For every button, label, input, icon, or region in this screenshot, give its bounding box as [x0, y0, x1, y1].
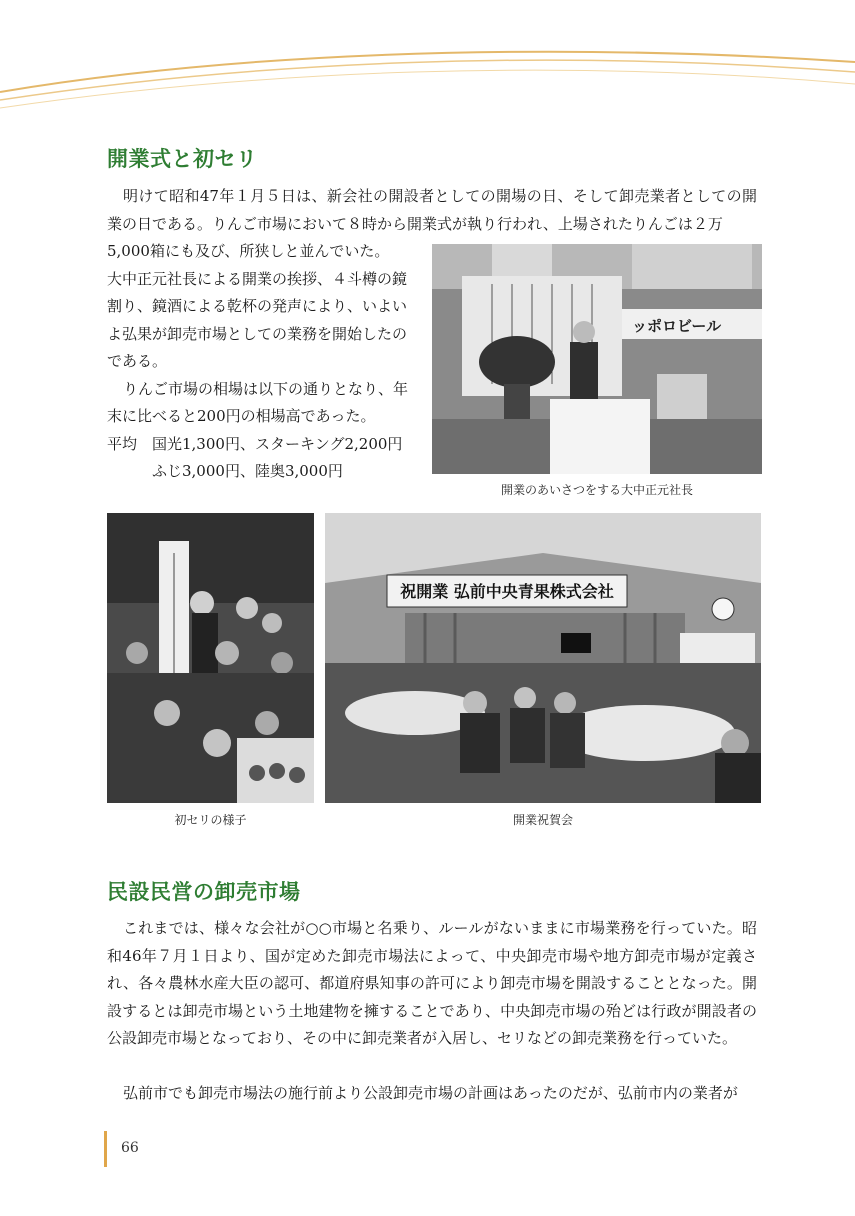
header-decoration [0, 0, 855, 120]
sapporo-banner-text: ッポロビール [632, 317, 722, 335]
section2-para2: 弘前市でも卸売市場法の施行前より公設卸売市場の計画はあったのだが、弘前市内の業者が [123, 1084, 738, 1102]
page-number: 66 [121, 1140, 139, 1156]
price-line1: 平均 国光1,300円、スターキング2,200円 [107, 434, 403, 453]
first-auction-photo [107, 513, 314, 803]
section1-line4: 大中正元社長による開業の挨拶、４斗樽の鏡割り、鏡酒による乾杯の発声により、いよいよ弘果が卸売市場としての業務を開始したのである。 [107, 269, 408, 370]
party-photo [325, 513, 761, 803]
party-banner-text: 祝開業 弘前中央青果株式会社 [400, 582, 614, 601]
section2-heading: 民設民営の卸売市場 [107, 880, 301, 904]
first-auction-caption: 初セリの様子 [174, 813, 247, 827]
section1-line5: りんご市場の相場は以下の通りとなり、年末に比べると200円の相場高であった。 [107, 379, 409, 425]
page-number-bar [104, 1131, 107, 1167]
section2-para1: これまでは、様々な会社が○○市場と名乗り、ルールがないままに市場業務を行っていた。昭和46年７月１日より、国が定めた卸売市場法によって、中央卸売市場や地方卸売市場が定義され、各々農林水産大臣の認可、都道府県知事の許可により卸売市場を開設することとなった。開設するとは卸売市場という土地建物を擁することであり、中央卸売市場の殆どは行政が開設者の公設卸売市場となっており、その中に卸売業者が入居し、セリなどの卸売業務を行っていた。 [107, 919, 757, 1047]
party-caption: 開業祝賀会 [512, 813, 573, 827]
ceremony-photo [432, 244, 762, 474]
section1-line3: 5,000箱にも及び、所狭しと並んでいた。 [107, 242, 390, 260]
section1-para1: 明けて昭和47年１月５日は、新会社の開設者としての開場の日、そして卸売業者としての開業の日である。りんご市場において８時から開業式が執り行われ、上場されたりんごは２万 [107, 187, 757, 233]
section1-wrap-text [107, 238, 417, 486]
ceremony-caption: 開業のあいさつをする大中正元社長 [500, 483, 693, 497]
section1-heading: 開業式と初セリ [107, 147, 258, 171]
price-line2: ふじ3,000円、陸奥3,000円 [152, 462, 343, 480]
